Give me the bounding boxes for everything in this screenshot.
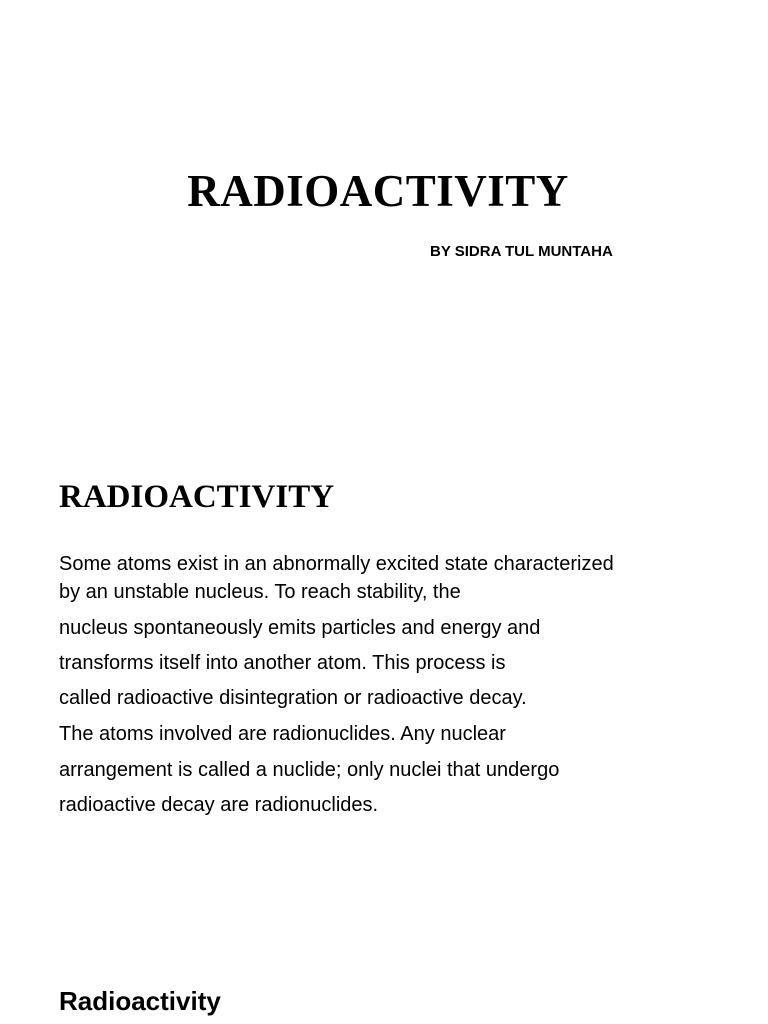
paragraph-line: Some atoms exist in an abnormally excited state characterized: [59, 553, 614, 575]
page-title: RADIOACTIVITY: [187, 166, 569, 216]
paragraph-line: radioactive decay are radionuclides.: [59, 794, 379, 816]
paragraph-line: arrangement is called a nuclide; only nuclei that undergo: [59, 759, 560, 781]
next-section-heading: Radioactivity: [59, 986, 221, 1016]
paragraph-line: nucleus spontaneously emits particles and energy and: [59, 617, 541, 639]
paragraph-line: The atoms involved are radionuclides. Any nuclear: [59, 723, 506, 745]
section-heading: RADIOACTIVITY: [59, 479, 335, 515]
paragraph-line: by an unstable nucleus. To reach stability, the: [59, 581, 461, 603]
author-byline: BY SIDRA TUL MUNTAHA: [430, 243, 613, 260]
paragraph-line: called radioactive disintegration or radioactive decay.: [59, 687, 527, 709]
paragraph-line: transforms itself into another atom. This process is: [59, 652, 506, 674]
